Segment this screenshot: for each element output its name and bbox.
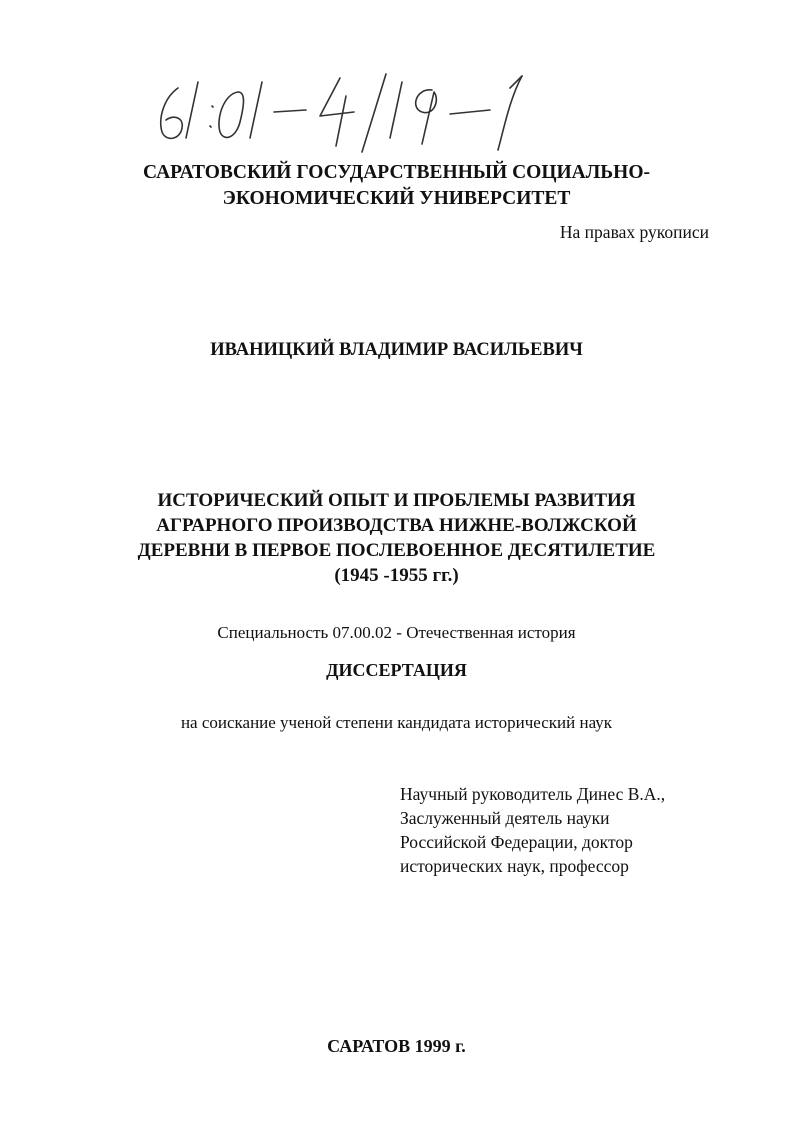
dissertation-title-line-3: ДЕРЕВНИ В ПЕРВОЕ ПОСЛЕВОЕННОЕ ДЕСЯТИЛЕТИЕ [137,540,656,561]
dissertation-title-line-2: АГРАРНОГО ПРОИЗВОДСТВА НИЖНЕ-ВОЛЖСКОЙ [156,515,637,536]
supervisor-line-4: исторических наук, профессор [400,856,629,876]
specialty: Специальность 07.00.02 - Отечественная история [217,623,576,642]
rights-note: На правах рукописи [559,222,709,242]
supervisor-block [400,782,665,878]
dissertation-title-line-4: (1945 -1955 гг.) [334,565,459,586]
university-name-line-1: САРАТОВСКИЙ ГОСУДАРСТВЕННЫЙ СОЦИАЛЬНО- [142,162,651,183]
university-name-line-2: ЭКОНОМИЧЕСКИЙ УНИВЕРСИТЕТ [222,188,571,209]
supervisor-line-1: Научный руководитель Динес В.А., [400,784,666,804]
document-type: ДИССЕРТАЦИЯ [326,660,467,680]
degree-line: на соискание ученой степени кандидата исторический наук [180,713,613,732]
supervisor-line-2: Заслуженный деятель науки [400,808,610,828]
handwritten-archive-code [150,68,620,158]
supervisor-line-3: Российской Федерации, доктор [400,832,633,852]
city-year: САРАТОВ 1999 г. [327,1036,466,1056]
dissertation-title-line-1: ИСТОРИЧЕСКИЙ ОПЫТ И ПРОБЛЕМЫ РАЗВИТИЯ [157,490,636,511]
author-name: ИВАНИЦКИЙ ВЛАДИМИР ВАСИЛЬЕВИЧ [210,340,583,360]
